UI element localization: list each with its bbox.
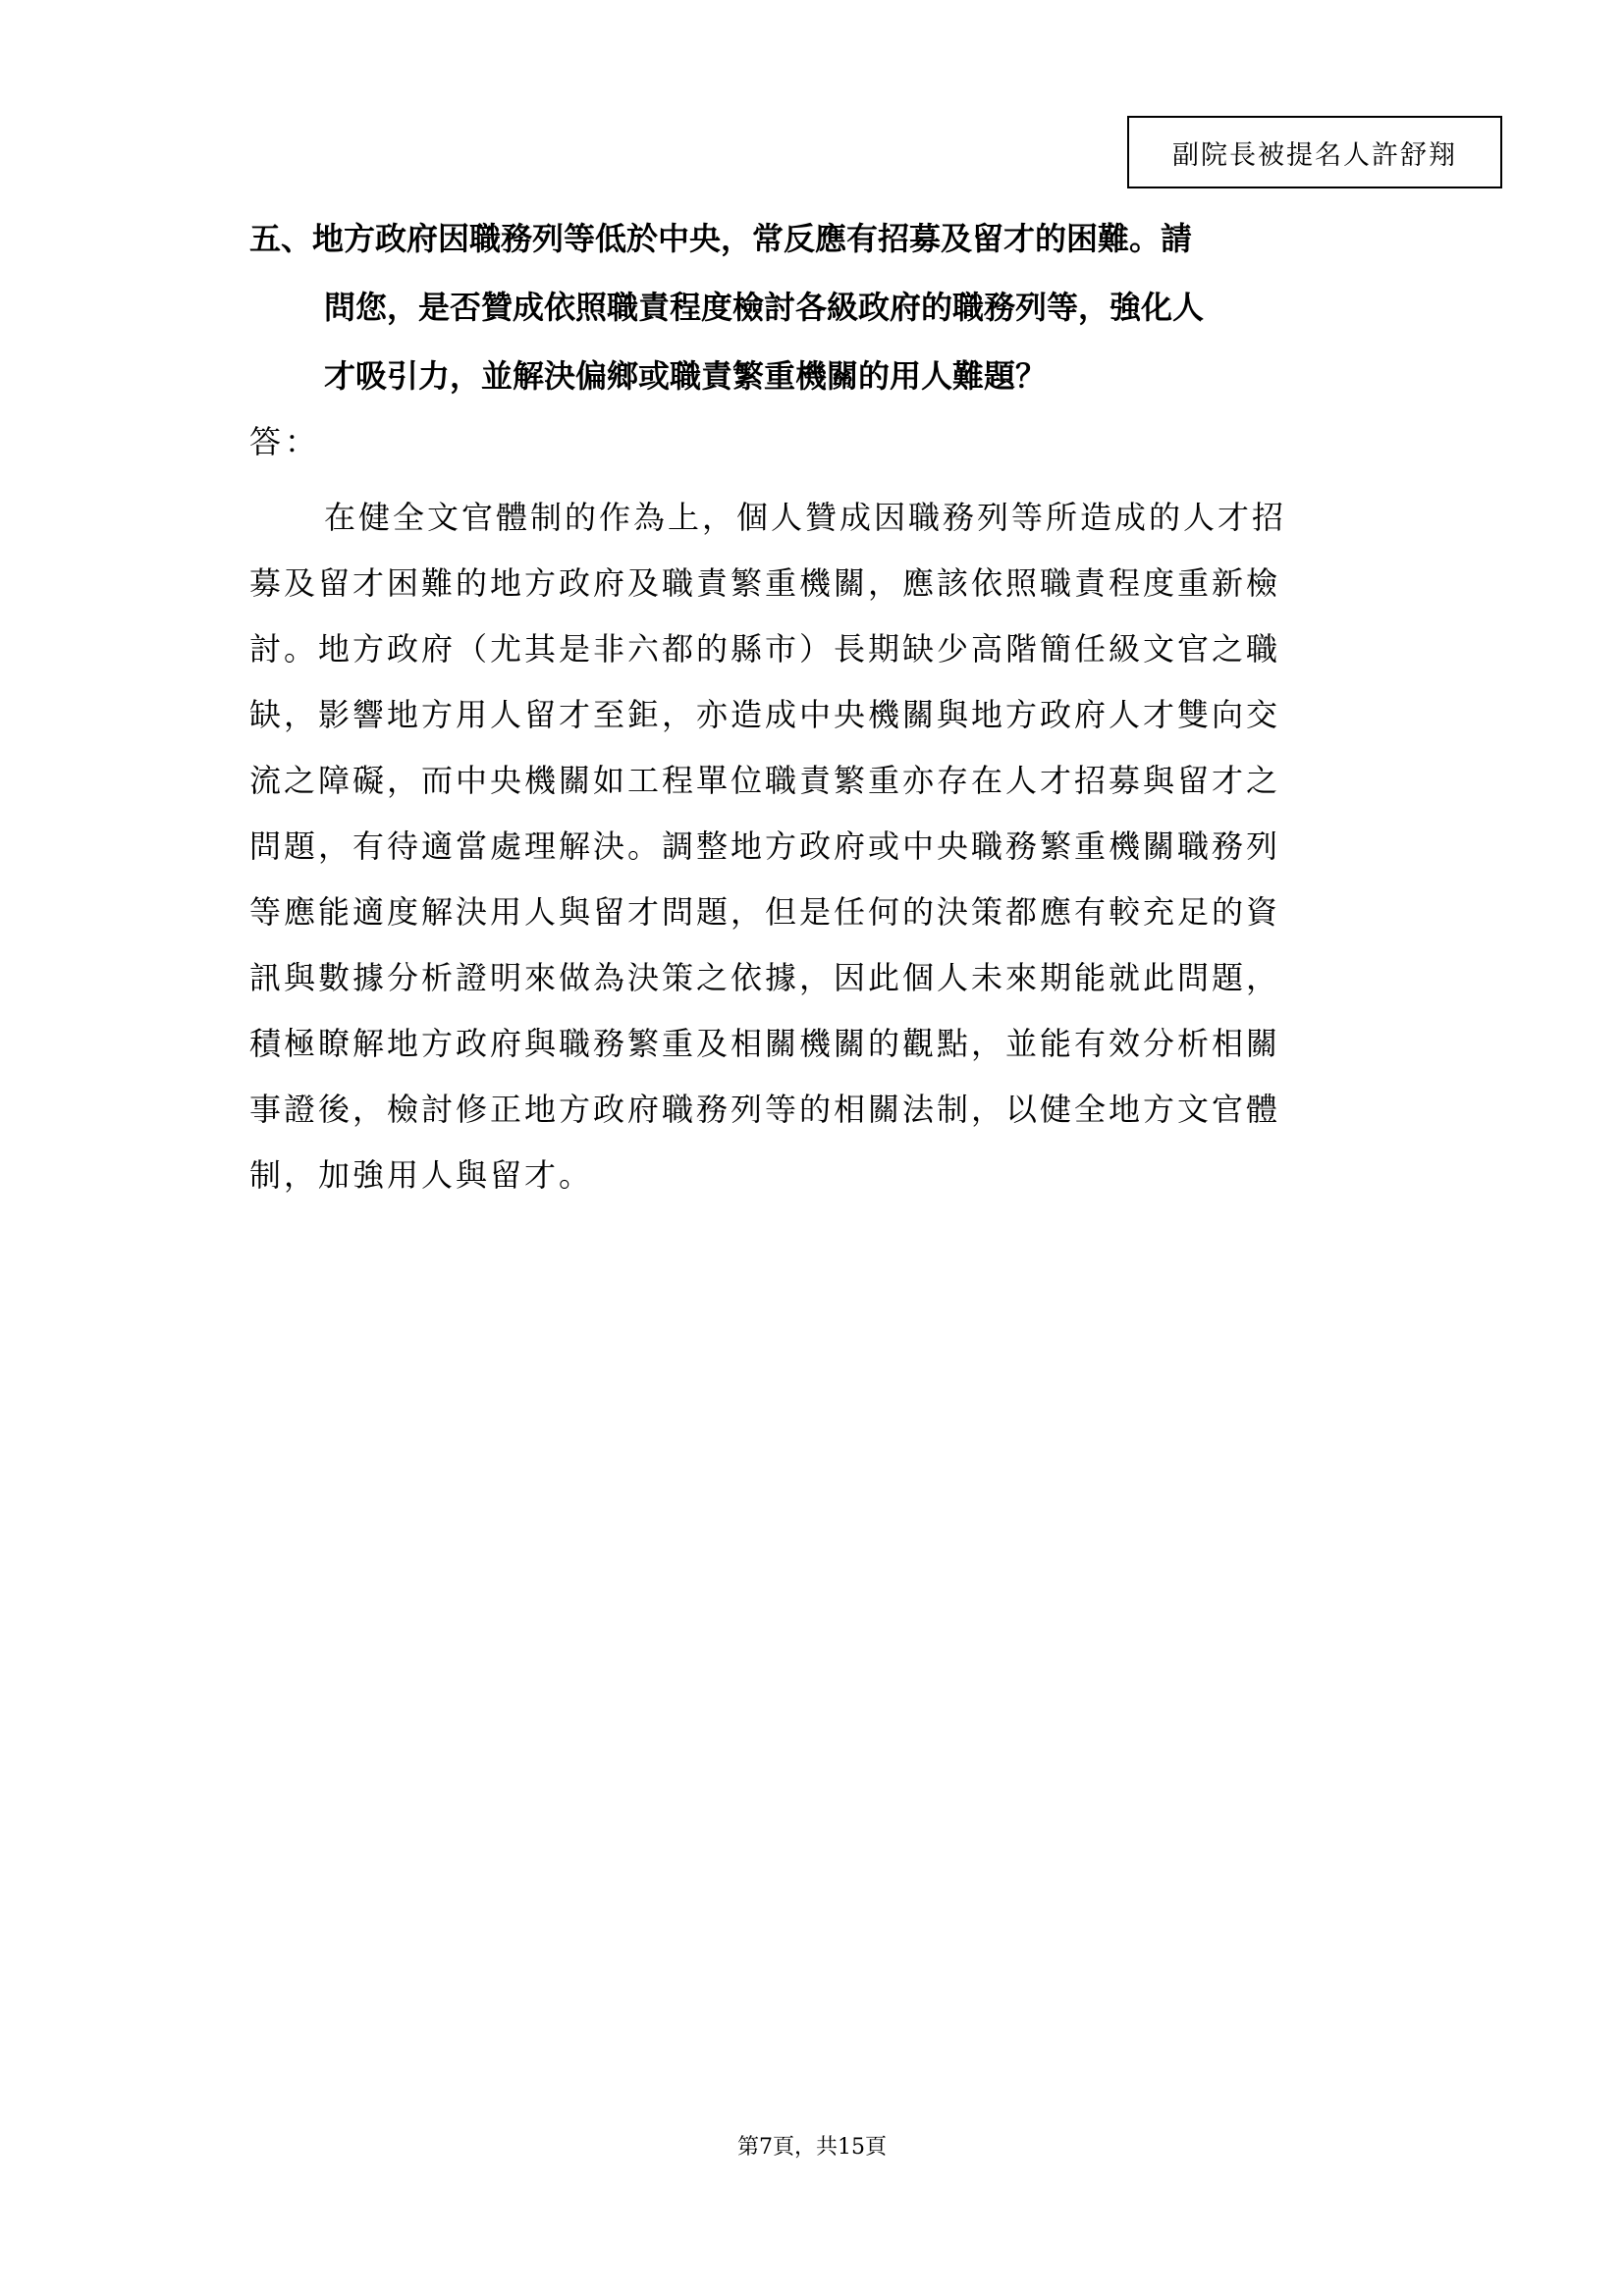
question-block [249, 204, 1398, 410]
answer-line: 訊與數據分析證明來做為決策之依據，因此個人未來期能就此問題， [249, 959, 1281, 996]
answer-line: 流之障礙，而中央機關如工程單位職責繁重亦存在人才招募與留才之 [249, 762, 1281, 799]
answer-line: 在健全文官體制的作為上，個人贊成因職務列等所造成的人才招 [324, 499, 1287, 536]
answer-line: 事證後，檢討修正地方政府職務列等的相關法制，以健全地方文官體 [249, 1091, 1281, 1128]
page-number-footer: 第7頁，共15頁 [737, 2135, 887, 2160]
answer-line: 問題，有待適當處理解決。調整地方政府或中央職務繁重機關職務列 [249, 828, 1281, 865]
answer-line: 缺，影響地方用人留才至鉅，亦造成中央機關與地方政府人才雙向交 [249, 696, 1281, 733]
answer-line: 積極瞭解地方政府與職務繁重及相關機關的觀點，並能有效分析相關 [249, 1025, 1281, 1062]
header-nominee-box [1127, 116, 1502, 188]
question-line: 才吸引力，並解決偏鄉或職責繁重機關的用人難題？ [324, 357, 1048, 395]
answer-line: 募及留才困難的地方政府及職責繁重機關，應該依照職責程度重新檢 [249, 564, 1281, 602]
answer-line: 討。地方政府（尤其是非六都的縣市）長期缺少高階簡任級文官之職 [249, 630, 1281, 667]
answer-line: 制，加強用人與留才。 [249, 1156, 594, 1194]
answer-line: 等應能適度解決用人與留才問題，但是任何的決策都應有較充足的資 [249, 893, 1281, 931]
question-line: 五、地方政府因職務列等低於中央，常反應有招募及留才的困難。請 [249, 220, 1193, 257]
header-nominee-label: 副院長被提名人許舒翔 [1172, 139, 1457, 171]
answer-body [249, 485, 1398, 1208]
answer-label: 答： [249, 423, 321, 460]
question-line: 問您，是否贊成依照職責程度檢討各級政府的職務列等，強化人 [324, 289, 1205, 326]
